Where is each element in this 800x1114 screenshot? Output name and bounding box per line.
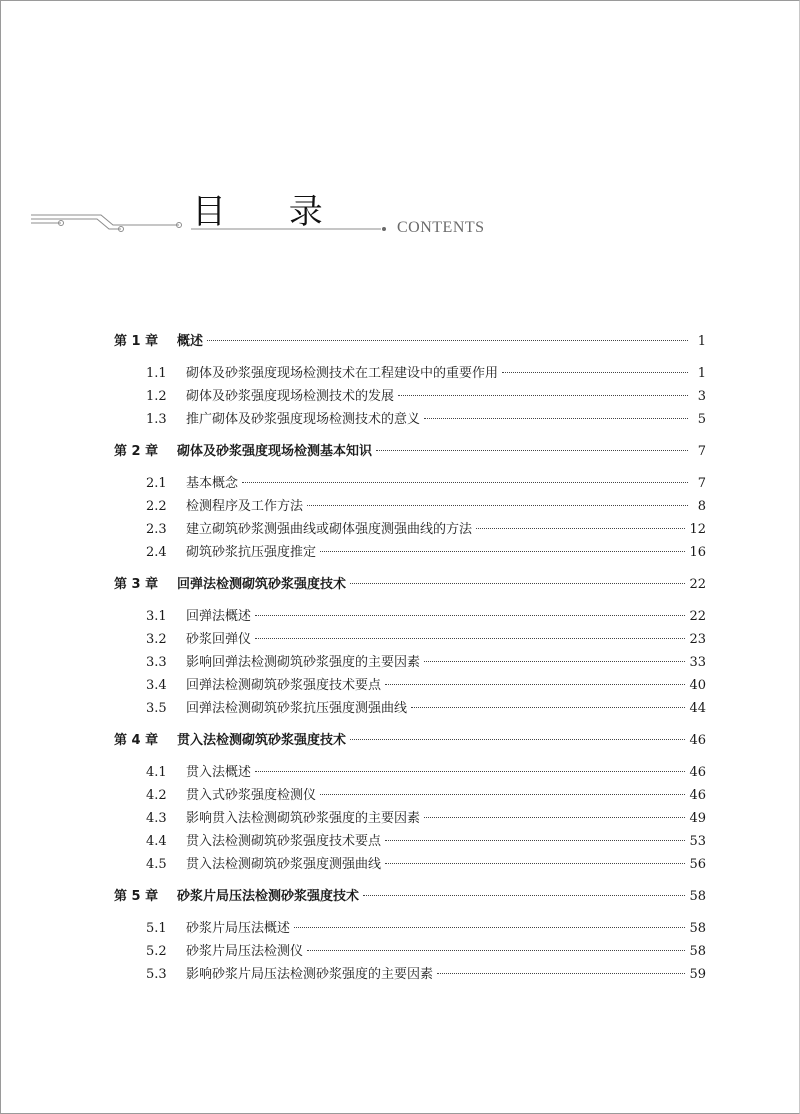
spacer	[114, 431, 706, 440]
section-title: 贯入式砂浆强度检测仪	[186, 788, 317, 803]
section-number: 2.2	[146, 499, 167, 514]
section-number: 4.3	[146, 811, 167, 826]
section-title: 砂浆片局压法检测仪	[186, 944, 304, 959]
section-title: 基本概念	[186, 476, 239, 491]
spacer	[114, 908, 706, 917]
toc-section-row[interactable]	[114, 651, 706, 674]
page-number: 58	[689, 889, 706, 904]
toc-section-row[interactable]	[114, 541, 706, 564]
page-number: 33	[689, 655, 706, 670]
section-title: 贯入法概述	[186, 765, 252, 780]
dot-leader	[411, 707, 685, 708]
page-number: 1	[697, 334, 706, 349]
toc-section-row[interactable]	[114, 761, 706, 784]
page-number: 5	[697, 412, 706, 427]
page-number: 59	[689, 967, 706, 982]
toc-section-row[interactable]	[114, 605, 706, 628]
chapter-number: 第 1 章	[114, 334, 159, 349]
toc-chapter-row[interactable]	[114, 729, 706, 752]
section-number: 1.1	[146, 366, 167, 381]
page-number: 8	[697, 499, 706, 514]
page-number: 22	[689, 609, 706, 624]
page-number: 3	[697, 389, 706, 404]
page-number: 16	[689, 545, 706, 560]
section-title: 检测程序及工作方法	[186, 499, 304, 514]
section-title: 影响回弹法检测砌筑砂浆强度的主要因素	[186, 655, 421, 670]
chapter-title: 回弹法检测砌筑砂浆强度技术	[177, 577, 347, 592]
toc-section-row[interactable]	[114, 917, 706, 940]
page-number: 44	[689, 701, 706, 716]
toc-section-row[interactable]	[114, 495, 706, 518]
spacer	[114, 564, 706, 573]
section-number: 4.2	[146, 788, 167, 803]
chapter-number: 第 4 章	[114, 733, 159, 748]
page-number: 46	[689, 765, 706, 780]
section-title: 建立砌筑砂浆测强曲线或砌体强度测强曲线的方法	[186, 522, 473, 537]
toc-section-row[interactable]	[114, 807, 706, 830]
table-of-contents	[114, 330, 706, 986]
page-number: 53	[689, 834, 706, 849]
section-number: 3.4	[146, 678, 167, 693]
page-number: 46	[689, 788, 706, 803]
section-title: 贯入法检测砌筑砂浆强度测强曲线	[186, 857, 382, 872]
section-number: 2.1	[146, 476, 167, 491]
dot-leader	[363, 895, 685, 896]
dot-leader	[255, 615, 685, 616]
section-number: 3.1	[146, 609, 167, 624]
page-number: 23	[689, 632, 706, 647]
contents-header	[1, 1, 800, 261]
dot-leader	[255, 638, 685, 639]
page-number: 7	[697, 444, 706, 459]
spacer	[114, 752, 706, 761]
toc-section-row[interactable]	[114, 385, 706, 408]
dot-leader	[385, 863, 685, 864]
dot-leader	[437, 973, 685, 974]
section-number: 2.3	[146, 522, 167, 537]
section-number: 5.1	[146, 921, 167, 936]
dot-leader	[424, 661, 685, 662]
section-number: 1.2	[146, 389, 167, 404]
page-number: 1	[697, 366, 706, 381]
section-title: 回弹法概述	[186, 609, 252, 624]
section-number: 3.3	[146, 655, 167, 670]
section-title: 砂浆片局压法概述	[186, 921, 291, 936]
section-title: 贯入法检测砌筑砂浆强度技术要点	[186, 834, 382, 849]
chapter-title: 概述	[177, 334, 204, 349]
chapter-number: 第 2 章	[114, 444, 159, 459]
page-title: 目 录	[192, 192, 349, 232]
toc-section-row[interactable]	[114, 362, 706, 385]
page-number: 40	[689, 678, 706, 693]
toc-section-row[interactable]	[114, 674, 706, 697]
toc-section-row[interactable]	[114, 853, 706, 876]
page-subtitle: CONTENTS	[397, 219, 485, 236]
toc-section-row[interactable]	[114, 963, 706, 986]
dot-leader	[424, 817, 685, 818]
toc-chapter-row[interactable]	[114, 573, 706, 596]
page-number: 56	[689, 857, 706, 872]
dot-leader	[350, 739, 685, 740]
section-number: 5.3	[146, 967, 167, 982]
dot-leader	[398, 395, 688, 396]
dot-leader	[307, 950, 685, 951]
section-number: 2.4	[146, 545, 167, 560]
toc-chapter-row[interactable]	[114, 885, 706, 908]
page-number: 22	[689, 577, 706, 592]
toc-section-row[interactable]	[114, 697, 706, 720]
chapter-title: 砌体及砂浆强度现场检测基本知识	[177, 444, 373, 459]
section-number: 5.2	[146, 944, 167, 959]
section-number: 4.4	[146, 834, 167, 849]
dot-leader	[207, 340, 688, 341]
toc-chapter-row[interactable]	[114, 330, 706, 353]
page-number: 49	[689, 811, 706, 826]
toc-section-row[interactable]	[114, 518, 706, 541]
spacer	[114, 876, 706, 885]
spacer	[114, 720, 706, 729]
page-number: 46	[689, 733, 706, 748]
dot-leader	[376, 450, 688, 451]
section-number: 1.3	[146, 412, 167, 427]
dot-leader	[476, 528, 685, 529]
section-number: 4.5	[146, 857, 167, 872]
dot-leader	[255, 771, 685, 772]
page-number: 12	[689, 522, 706, 537]
dot-leader	[385, 840, 685, 841]
dot-leader	[294, 927, 685, 928]
spacer	[114, 463, 706, 472]
toc-section-row[interactable]	[114, 784, 706, 807]
page-number: 58	[689, 921, 706, 936]
section-title: 砂浆回弹仪	[186, 632, 252, 647]
dot-leader	[424, 418, 688, 419]
dot-leader	[307, 505, 688, 506]
toc-section-row[interactable]	[114, 940, 706, 963]
page-number: 58	[689, 944, 706, 959]
toc-section-row[interactable]	[114, 830, 706, 853]
section-title: 回弹法检测砌筑砂浆抗压强度测强曲线	[186, 701, 408, 716]
section-title: 影响贯入法检测砌筑砂浆强度的主要因素	[186, 811, 421, 826]
section-title: 砌体及砂浆强度现场检测技术在工程建设中的重要作用	[186, 366, 499, 381]
spacer	[114, 596, 706, 605]
toc-section-row[interactable]	[114, 472, 706, 495]
toc-section-row[interactable]	[114, 628, 706, 651]
spacer	[114, 353, 706, 362]
toc-chapter-row[interactable]	[114, 440, 706, 463]
chapter-title: 砂浆片局压法检测砂浆强度技术	[177, 889, 360, 904]
dot-leader	[320, 794, 685, 795]
section-number: 4.1	[146, 765, 167, 780]
dot-leader	[502, 372, 688, 373]
section-title: 砌体及砂浆强度现场检测技术的发展	[186, 389, 395, 404]
dot-leader	[350, 583, 685, 584]
dot-leader	[242, 482, 688, 483]
page-number: 7	[697, 476, 706, 491]
section-title: 推广砌体及砂浆强度现场检测技术的意义	[186, 412, 421, 427]
chapter-number: 第 3 章	[114, 577, 159, 592]
section-title: 影响砂浆片局压法检测砂浆强度的主要因素	[186, 967, 434, 982]
dot-leader	[320, 551, 685, 552]
section-number: 3.2	[146, 632, 167, 647]
section-title: 回弹法检测砌筑砂浆强度技术要点	[186, 678, 382, 693]
toc-section-row[interactable]	[114, 408, 706, 431]
section-number: 3.5	[146, 701, 167, 716]
section-title: 砌筑砂浆抗压强度推定	[186, 545, 317, 560]
dot-leader	[385, 684, 685, 685]
chapter-title: 贯入法检测砌筑砂浆强度技术	[177, 733, 347, 748]
chapter-number: 第 5 章	[114, 889, 159, 904]
